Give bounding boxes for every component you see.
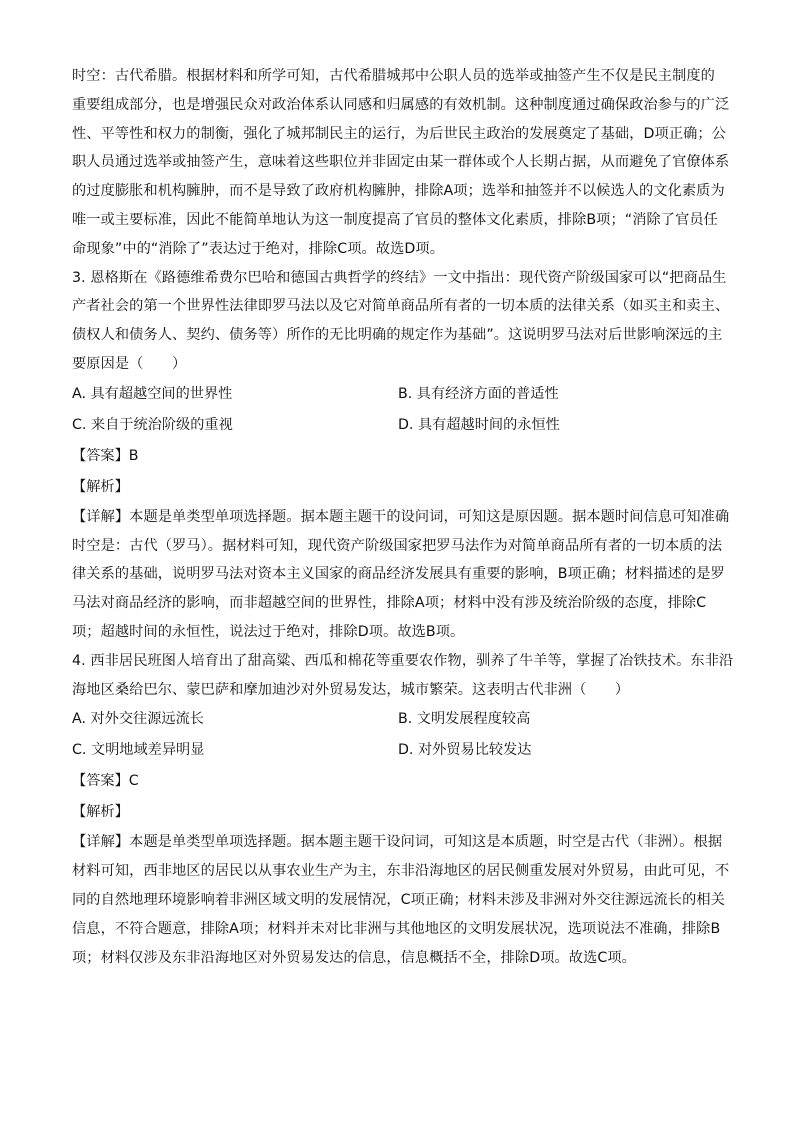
option-a: A. 对外交往源远流长	[72, 711, 204, 728]
paragraph-line: 职人员通过选举或抽签产生，意味着这些职位并非固定由某一群体或个人长期占据，从而避免了官僚体系	[72, 154, 730, 171]
paragraph-line: 的过度膨胀和机构臃肿，而不是导致了政府机构臃肿，排除A项；选举和抽签并不以候选人的文化素质为	[72, 183, 725, 200]
detail-line: 【详解】本题是单类型单项选择题。据本题主题干的设问词，可知这是原因题。据本题时间信息可知准确	[72, 508, 730, 525]
option-b: B. 文明发展程度较高	[398, 711, 531, 728]
options-row	[72, 410, 724, 441]
option-c: C. 文明地域差异明显	[72, 742, 205, 759]
paragraph-line: 性、平等性和权力的制衡，强化了城邦制民主的运行，为后世民主政治的发展奠定了基础，D项正确；公	[72, 125, 726, 142]
q2-analysis-continuation	[72, 62, 730, 264]
detail-line: 材料可知，西非地区的居民以从事农业生产为主，东非沿海地区的居民侧重发展对外贸易，由此可见，不	[72, 863, 730, 880]
paragraph-line: 命现象”中的“消除了”表达过于绝对，排除C项。故选D项。	[72, 240, 444, 257]
question-stem-line: 要原因是（ ）	[72, 355, 187, 372]
question-stem-line: 4. 西非居民班图人培育出了甜高粱、西瓜和棉花等重要农作物，驯养了牛羊等，掌握了冶铁技术。东非沿	[72, 652, 734, 669]
analysis-heading: 【解析】	[72, 804, 129, 821]
option-d: D. 具有超越时间的永恒性	[398, 416, 560, 433]
detail-line: 【详解】本题是单类型单项选择题。据本题主题干设问词，可知这是本质题，时空是古代（非洲）。根据	[72, 834, 723, 851]
options-row	[72, 735, 724, 766]
question-stem-line: 3. 恩格斯在《路德维希费尔巴哈和德国古典哲学的终结》一文中指出：现代资产阶级国家可以“把商品生	[72, 269, 727, 286]
question-3	[72, 264, 730, 647]
detail-line: 马法对商品经济的影响，而非超越空间的世界性，排除A项；材料中没有涉及统治阶级的态度，排除C	[72, 595, 707, 612]
answer-label: 【答案】B	[72, 447, 139, 464]
answer-label: 【答案】C	[72, 773, 139, 790]
question-stem-line: 海地区桑给巴尔、蒙巴萨和摩加迪沙对外贸易发达，城市繁荣。这表明古代非洲（ ）	[72, 681, 630, 698]
option-c: C. 来自于统治阶级的重视	[72, 416, 233, 433]
question-stem-line: 产者社会的第一个世界性法律即罗马法以及它对简单商品所有者的一切本质的法律关系（如买主和卖主、	[72, 298, 730, 315]
option-b: B. 具有经济方面的普适性	[398, 385, 559, 402]
paragraph-line: 重要组成部分，也是增强民众对政治体系认同感和归属感的有效机制。这种制度通过确保政治参与的广泛	[72, 96, 730, 113]
detail-line: 项；材料仅涉及东非沿海地区对外贸易发达的信息，信息概括不全，排除D项。故选C项。	[72, 949, 636, 966]
question-stem-line: 债权人和债务人、契约、债务等）所作的无比明确的规定作为基础”。这说明罗马法对后世影响深远的主	[72, 327, 723, 344]
detail-line: 信息，不符合题意，排除A项；材料并未对比非洲与其他地区的文明发展状况，选项说法不准确，排除B	[72, 920, 721, 937]
detail-line: 项；超越时间的永恒性，说法过于绝对，排除D项。故选B项。	[72, 623, 465, 640]
paragraph-line: 唯一或主要标准，因此不能简单地认为这一制度提高了官员的整体文化素质，排除B项；“消除了官员任	[72, 211, 718, 228]
analysis-heading: 【解析】	[72, 478, 129, 495]
options-row	[72, 379, 724, 410]
document-page	[72, 62, 734, 972]
option-a: A. 具有超越空间的世界性	[72, 385, 233, 402]
option-d: D. 对外贸易比较发达	[398, 742, 532, 759]
paragraph-line: 时空：古代希腊。根据材料和所学可知，古代希腊城邦中公职人员的选举或抽签产生不仅是民主制度的	[72, 68, 715, 84]
options-row	[72, 704, 724, 735]
question-4	[72, 647, 734, 973]
detail-line: 同的自然地理环境影响着非洲区域文明的发展情况，C项正确；材料未涉及非洲对外交往源远流长的相关	[72, 891, 725, 908]
detail-line: 律关系的基础，说明罗马法对资本主义国家的商品经济发展具有重要的影响，B项正确；材料描述的是罗	[72, 566, 725, 583]
detail-line: 时空是：古代（罗马）。据材料可知，现代资产阶级国家把罗马法作为对简单商品所有者的一切本质的法	[72, 537, 723, 554]
